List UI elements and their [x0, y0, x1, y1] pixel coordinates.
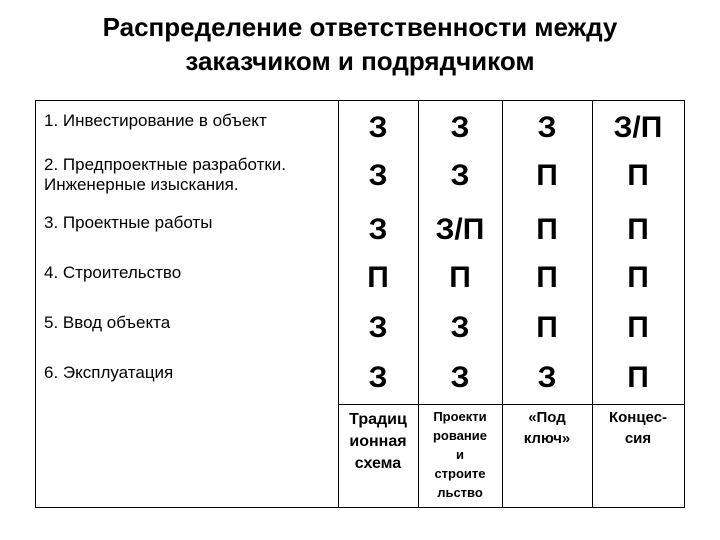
cell-r5-c3: П — [536, 311, 558, 344]
row-label-commissioning: 5. Ввод объекта — [44, 313, 171, 332]
cell-r2-c4: П — [627, 159, 649, 192]
cell-r4-c4: П — [627, 261, 649, 294]
cell-r5-c1: З — [368, 311, 388, 344]
caption-divider — [338, 404, 684, 405]
cell-r5-c4: П — [627, 311, 649, 344]
cell-r6-c2: З — [450, 361, 470, 394]
cell-r3-c4: П — [627, 213, 649, 246]
cell-r4-c2: П — [449, 261, 471, 294]
caption-traditional-scheme: Традиц ионная схема — [349, 411, 407, 472]
row-label-operation: 6. Эксплуатация — [44, 363, 174, 382]
cell-r4-c1: П — [367, 261, 389, 294]
caption-concession: Концес- сия — [608, 409, 668, 447]
row-label-construction: 4. Строительство — [44, 263, 182, 282]
cell-r1-c3: З — [537, 111, 557, 144]
cell-r5-c2: З — [450, 311, 470, 344]
caption-design-and-build: Проекти рование и строите льство — [432, 409, 487, 500]
cell-r2-c3: П — [536, 159, 558, 192]
cell-r3-c1: З — [368, 213, 388, 246]
cell-r1-c2: З — [450, 111, 470, 144]
caption-turnkey: «Под ключ» — [523, 409, 571, 447]
title-line-1: Распределение ответственности между — [102, 12, 618, 42]
row-label-pre-design: 2. Предпроектные разработки. Инженерные изыскания. — [44, 155, 287, 194]
cell-r3-c3: П — [536, 213, 558, 246]
cell-r3-c2: З/П — [435, 213, 485, 246]
cell-r1-c1: З — [368, 111, 388, 144]
page-title — [0, 10, 720, 78]
cell-r2-c2: З — [450, 159, 470, 192]
responsibility-table — [35, 100, 685, 508]
cell-r6-c3: З — [537, 361, 557, 394]
row-label-investment: 1. Инвестирование в объект — [44, 111, 267, 130]
row-label-design: 3. Проектные работы — [44, 213, 213, 232]
cell-r2-c1: З — [368, 159, 388, 192]
cell-r4-c3: П — [536, 261, 558, 294]
cell-r1-c4: З/П — [613, 111, 663, 144]
cell-r6-c1: З — [368, 361, 388, 394]
title-line-2: заказчиком и подрядчиком — [185, 46, 535, 76]
cell-r6-c4: П — [627, 361, 649, 394]
